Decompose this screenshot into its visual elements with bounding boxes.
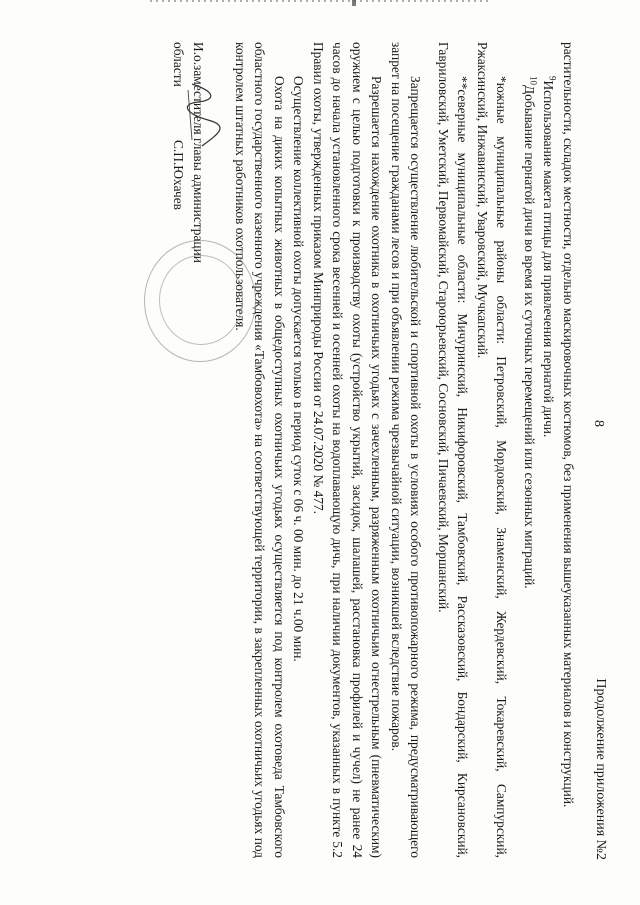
paragraph-text: **северные муниципальные области: Мичуринский, Никифоровский, Тамбовский, Рассказовский, Бондарский, Кирсановский, Гавриловский, Уметский, Первомайский, Староюрьевский, Сосновский, Пичаевский, Моршанский. (436, 42, 471, 858)
paragraph-gap (512, 42, 520, 858)
signatory-name: С.П.Юхачев (171, 140, 187, 210)
signatory-position-cont: области (171, 42, 187, 87)
footnote-marker: 10 (528, 76, 539, 85)
page-header (578, 20, 610, 880)
signatory-position: И.о.заместителя главы администрации (191, 42, 207, 263)
paragraph-text: Запрещается осуществление любительской и спортивной охоты в условиях особого противопожарного режима, предусматривающего запрет на посещение гражданами лесов и при объявлении режима чрезвычайной ситуации, возникшей вследствие пожаров. (389, 42, 424, 858)
paragraph-gap (426, 42, 434, 858)
paragraph-text: *южные муниципальные районы области: Петровский, Мордовский, Знаменский, Жердевский, Токаревский, Сампурский, Ржаксинский, Инжавинский, Уваровский, Мучкапский. (475, 42, 510, 858)
handwritten-signature (183, 80, 223, 150)
paragraph-text: Охота на диких копытных животных в общедоступных охотничьих угодьях осуществляется под контролем охотоведа Тамбовского областного государственного казенного учреждения «Тамбовохота» на соответствующей территории, в закрепленных охотничьих угодьях под контролем штатных работников охотпользователя. (233, 42, 287, 858)
signature-block (149, 20, 209, 880)
appendix-label: Продолжение приложения №2 (593, 678, 608, 860)
paragraph (539, 42, 559, 858)
rotated-text-frame (30, 20, 610, 880)
seal-inner-ring (160, 255, 244, 345)
document-body (231, 20, 579, 880)
scan-artifact (150, 0, 490, 2)
paragraph-text: Добывание пернатой дичи во время их суточных перемещений или сезонных миграций. (522, 85, 537, 589)
paragraph-text: Использование макета птицы для привлечения пернатой дичи. (541, 80, 557, 438)
paragraph-text: растительности, складок местности, отдельно маскировочных костюмов, без применения вышеуказанных материалов и конструкций. (561, 42, 576, 808)
paragraph (387, 42, 426, 858)
paragraph-text: Разрешается нахождение охотника в охотничьих угодьях с зачехленным, разряженным охотничьим огнестрельным (пневматическим) оружием с целью подготовки к производству охоты (устройство укрытий, засидок, шалашей, расстановка профилей и чучел) не ранее 24 часов до начала установленного срока весенней и осенней охоты на водоплавающую дичь, при наличии документов, указанных в пункте 5.2 Правил охоты, утвержденных приказом Минприроды России от 24.07.2020 № 477. (311, 42, 385, 858)
paragraph (520, 42, 540, 858)
paragraph (473, 42, 512, 858)
paragraph (231, 42, 290, 858)
footnote-marker: 9 (547, 76, 558, 81)
paragraph (434, 42, 473, 858)
scan-artifact (352, 0, 356, 6)
paragraph-text: Осуществление коллективной охоты допускается только в период суток с 06 ч. 00 мин. до 21 ч.00 мин. (291, 76, 307, 662)
paragraph (309, 42, 387, 858)
paragraph (289, 42, 309, 858)
page-number: 8 (591, 420, 606, 427)
paragraph (559, 42, 579, 858)
